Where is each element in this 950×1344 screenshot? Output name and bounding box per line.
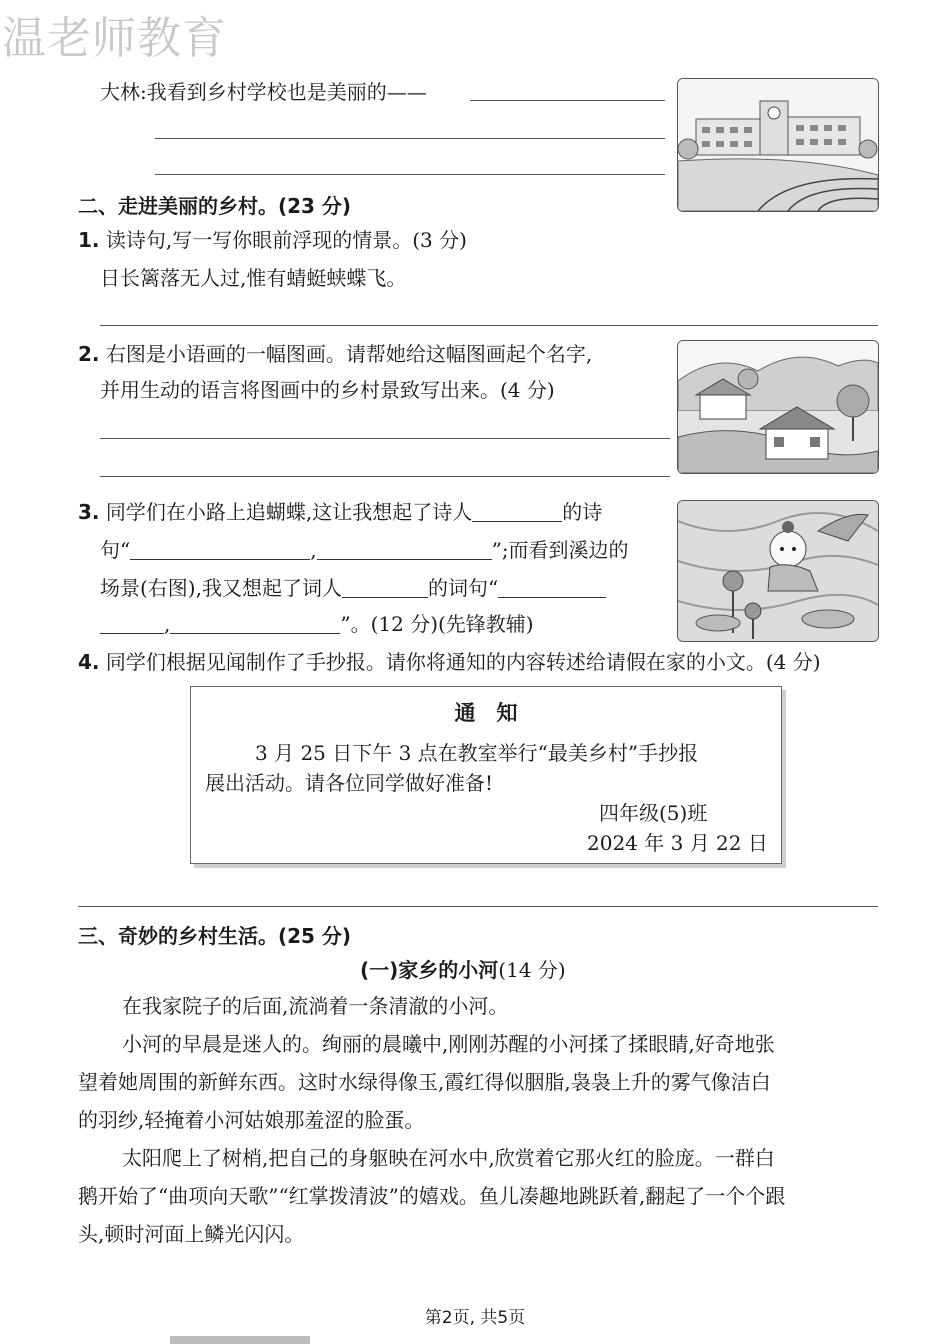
answer-line[interactable] <box>100 476 670 477</box>
question-1 <box>78 228 467 252</box>
text: 场景(右图),我又想起了词人 <box>100 576 342 600</box>
answer-line[interactable] <box>100 325 878 326</box>
blank-ci-2[interactable] <box>170 615 340 634</box>
blank-poet[interactable] <box>472 503 562 522</box>
text: 同学们在小路上追蝴蝶,这让我想起了诗人 <box>105 500 473 524</box>
question-4 <box>78 650 821 674</box>
question-3-line2 <box>100 538 629 562</box>
subsection-title <box>360 958 566 982</box>
page-footer: 第2页, 共5页 <box>424 1308 526 1328</box>
notice-date: 2024 年 3 月 22 日 <box>587 831 768 855</box>
question-text: 右图是小语画的一幅图画。请帮她给这幅图画起个名字, <box>105 342 593 366</box>
village-illustration <box>677 340 879 474</box>
answer-line[interactable] <box>78 906 878 907</box>
blank-ci-1b[interactable] <box>100 615 164 634</box>
blank-ci-1[interactable] <box>498 579 606 598</box>
subsection-score: (14 分) <box>498 958 566 982</box>
blank-poem-2[interactable] <box>317 541 492 560</box>
notice-line2: 展出活动。请各位同学做好准备! <box>205 771 494 795</box>
answer-line[interactable] <box>155 138 665 139</box>
question-text: 读诗句,写一写你眼前浮现的情景。(3 分) <box>105 228 467 252</box>
answer-line[interactable] <box>155 174 665 175</box>
passage-p2-l3: 的羽纱,轻掩着小河姑娘那羞涩的脸蛋。 <box>78 1108 425 1132</box>
blank-poem-1[interactable] <box>130 541 310 560</box>
watermark: 温老师教育 <box>2 13 227 64</box>
text: , <box>310 538 317 562</box>
question-2-line2: 并用生动的语言将图画中的乡村景致写出来。(4 分) <box>100 378 555 402</box>
answer-line[interactable] <box>470 100 665 101</box>
question-2 <box>78 342 592 366</box>
dalin-line: 大林:我看到乡村学校也是美丽的—— <box>100 80 427 104</box>
scan-edge <box>170 1336 310 1344</box>
passage-p3-l1: 太阳爬上了树梢,把自己的身躯映在河水中,欣赏着它那火红的脸庞。一群白 <box>122 1146 775 1170</box>
question-number: 4. <box>78 650 100 674</box>
section-3-title: 三、奇妙的乡村生活。(25 分) <box>78 924 352 948</box>
question-number: 3. <box>78 500 100 524</box>
subsection-name: (一)家乡的小河 <box>360 958 499 982</box>
question-text: 同学们根据见闻制作了手抄报。请你将通知的内容转述给请假在家的小文。(4 分) <box>105 650 821 674</box>
notice-title: 通 知 <box>454 701 518 725</box>
section-2-title: 二、走进美丽的乡村。(23 分) <box>78 194 352 218</box>
text: ”。(12 分)(先锋教辅) <box>340 612 534 636</box>
text: 的诗 <box>562 500 603 524</box>
school-illustration <box>677 78 879 212</box>
answer-line[interactable] <box>100 438 670 439</box>
text: ”;而看到溪边的 <box>491 538 629 562</box>
poem-line: 日长篱落无人过,惟有蜻蜓蛱蝶飞。 <box>100 266 407 290</box>
question-3-line1 <box>78 500 602 524</box>
question-number: 2. <box>78 342 100 366</box>
notice-box <box>190 686 782 864</box>
question-3-line3 <box>100 576 606 600</box>
text: 的词句“ <box>427 576 499 600</box>
notice-signer: 四年级(5)班 <box>599 801 708 825</box>
passage-p1: 在我家院子的后面,流淌着一条清澈的小河。 <box>122 994 509 1018</box>
notice-line1: 3 月 25 日下午 3 点在教室举行“最美乡村”手抄报 <box>255 741 699 765</box>
passage-p3-l3: 头,顿时河面上鳞光闪闪。 <box>78 1222 305 1246</box>
text: , <box>164 612 171 636</box>
text: 句“ <box>100 538 131 562</box>
passage-p3-l2: 鹅开始了“曲项向天歌”“红掌拨清波”的嬉戏。鱼儿凑趣地跳跃着,翻起了一个个跟 <box>78 1184 786 1208</box>
girl-lotus-illustration <box>677 500 879 642</box>
question-3-line4 <box>100 612 534 636</box>
blank-ci-poet[interactable] <box>342 579 428 598</box>
passage-p2-l1: 小河的早晨是迷人的。绚丽的晨曦中,刚刚苏醒的小河揉了揉眼睛,好奇地张 <box>122 1032 775 1056</box>
question-number: 1. <box>78 228 100 252</box>
passage-p2-l2: 望着她周围的新鲜东西。这时水绿得像玉,霞红得似胭脂,袅袅上升的雾气像洁白 <box>78 1070 771 1094</box>
